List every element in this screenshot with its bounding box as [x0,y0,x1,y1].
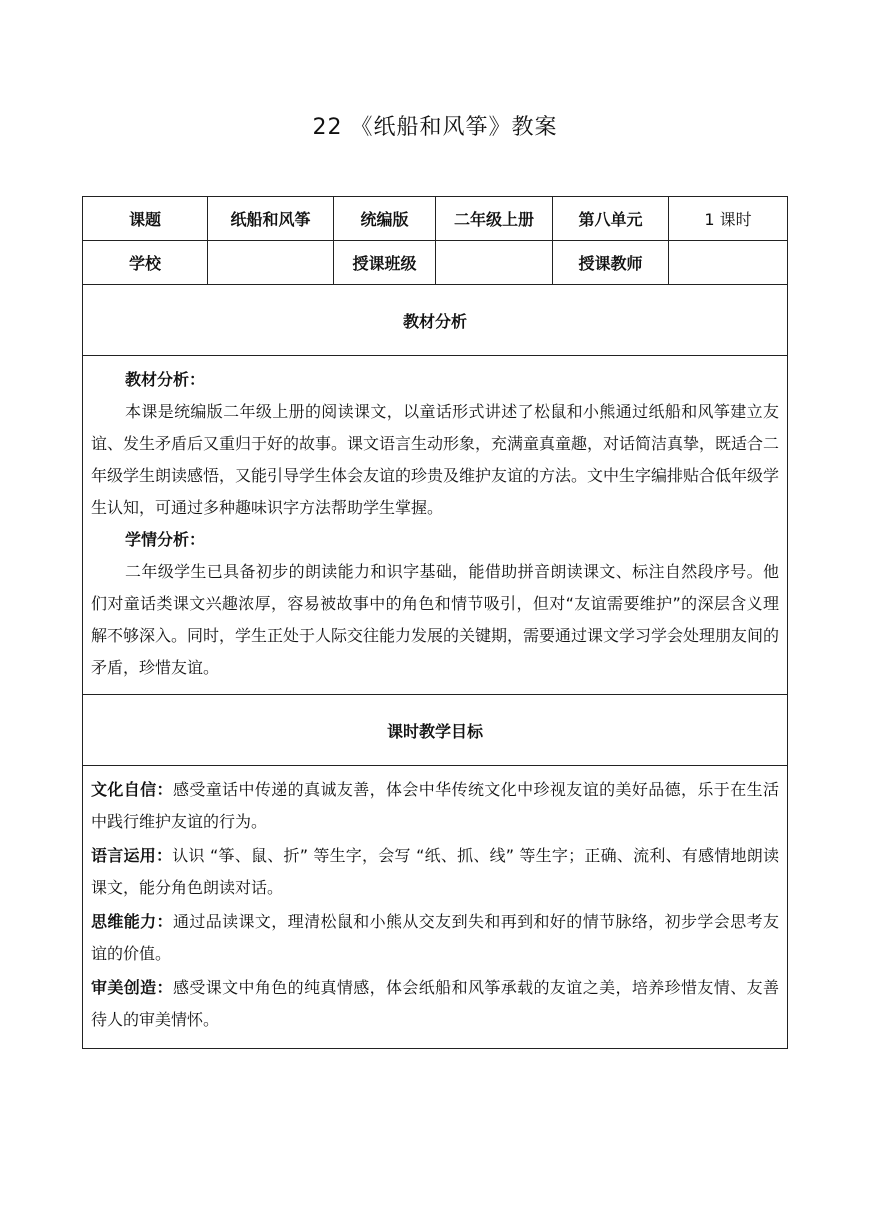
subheading-student-analysis: 学情分析： [125,530,206,549]
course-label: 课题 [83,197,208,241]
objective-text: 感受课文中角色的纯真情感，体会纸船和风筝承载的友谊之美，培养珍惜友情、友善待人的审美情怀。 [91,978,779,1029]
textbook-analysis-content [83,356,788,695]
section-heading-textbook-analysis: 教材分析 [83,285,788,356]
objective-label: 语言运用： [91,846,173,865]
class-value [436,241,553,285]
paragraph-textbook-analysis: 本课是统编版二年级上册的阅读课文，以童话形式讲述了松鼠和小熊通过纸船和风筝建立友谊、发生矛盾后又重归于好的故事。课文语言生动形象，充满童真童趣，对话简洁真挚，既适合二年级学生朗读感悟，又能引导学生体会友谊的珍贵及维护友谊的方法。文中生字编排贴合低年级学生认知，可通过多种趣味识字方法帮助学生掌握。 [91,402,780,517]
section-textbook-analysis-content-row [83,356,788,695]
lesson-hours: 1 课时 [669,197,788,241]
subheading-textbook-analysis: 教材分析： [125,370,206,389]
grade: 二年级上册 [436,197,553,241]
section-heading-objectives: 课时教学目标 [83,695,788,766]
header-row-school [83,241,788,285]
section-objectives-content-row [83,766,788,1049]
objective-text: 认识 “筝、鼠、折” 等生字，会写 “纸、抓、线” 等生字；正确、流利、有感情地朗读课文，能分角色朗读对话。 [91,846,779,897]
objective-label: 思维能力： [91,912,173,931]
objective-language [91,840,779,904]
unit: 第八单元 [553,197,669,241]
objective-label: 文化自信： [91,780,173,799]
course-title: 纸船和风筝 [208,197,334,241]
objective-culture [91,774,779,838]
header-row-course [83,197,788,241]
school-value [208,241,334,285]
objective-text: 通过品读课文，理清松鼠和小熊从交友到失和再到和好的情节脉络，初步学会思考友谊的价值。 [91,912,779,963]
class-label: 授课班级 [334,241,436,285]
paragraph-student-analysis: 二年级学生已具备初步的朗读能力和识字基础，能借助拼音朗读课文、标注自然段序号。他们对童话类课文兴趣浓厚，容易被故事中的角色和情节吸引，但对“友谊需要维护”的深层含义理解不够深入。同时，学生正处于人际交往能力发展的关键期，需要通过课文学习学会处理朋友间的矛盾，珍惜友谊。 [91,562,780,677]
objective-thinking [91,906,779,970]
objective-label: 审美创造： [91,978,173,997]
section-objectives-heading-row [83,695,788,766]
teacher-label: 授课教师 [553,241,669,285]
teacher-value [669,241,788,285]
section-textbook-analysis-heading-row [83,285,788,356]
page-title: 22 《纸船和风筝》教案 [312,115,558,140]
objective-text: 感受童话中传递的真诚友善，体会中华传统文化中珍视友谊的美好品德，乐于在生活中践行维护友谊的行为。 [91,780,779,831]
objectives-content [83,766,788,1049]
school-label: 学校 [83,241,208,285]
edition: 统编版 [334,197,436,241]
objective-aesthetics [91,972,779,1036]
lesson-plan-table [82,196,788,1049]
